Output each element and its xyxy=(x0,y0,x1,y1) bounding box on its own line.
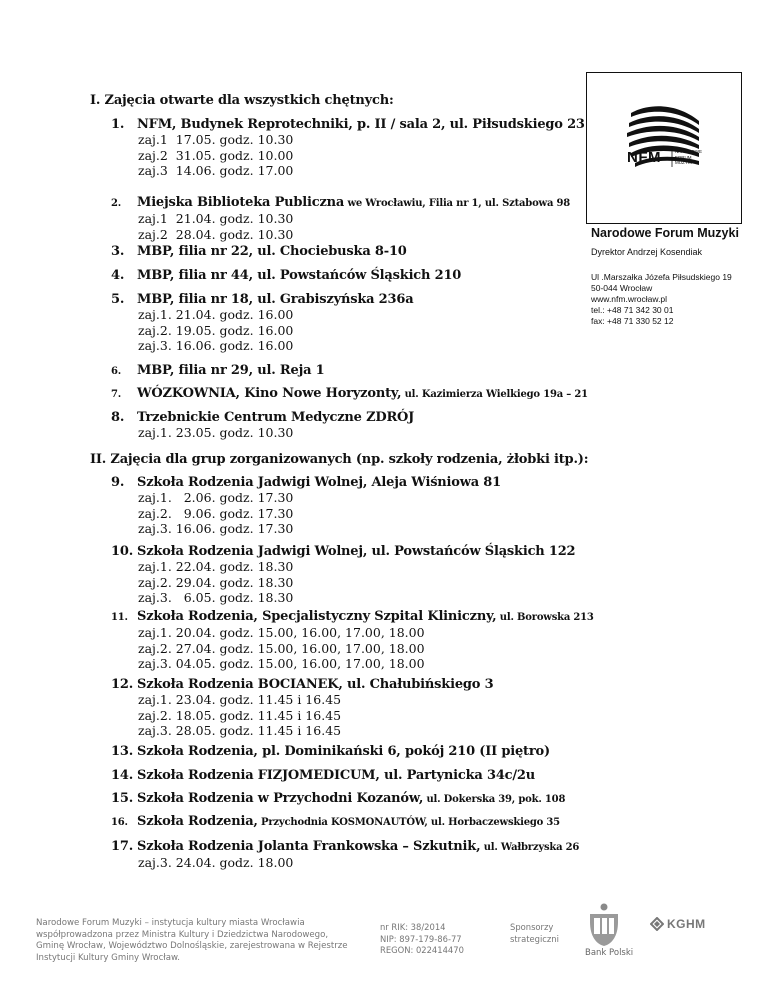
footer-line: Gminę Wrocław, Województwo Dolnośląskie, zarejestrowana w Rejestrze xyxy=(36,941,348,952)
section-title: II. Zajęcia dla grup zorganizowanych (np. szkoły rodzenia, żłobki itp.): xyxy=(90,452,589,467)
item-number: 6. xyxy=(111,366,122,377)
item-address: ul. Wałbrzyska 26 xyxy=(480,842,580,853)
session-line: zaj.3 14.06. godz. 17.00 xyxy=(138,163,294,178)
logo-sub-line: NARODOWE xyxy=(675,149,702,154)
session-line: zaj.1 17.05. godz. 10.30 xyxy=(138,132,294,147)
session-line: zaj.2. 19.05. godz. 16.00 xyxy=(138,322,294,338)
item-number: 10. xyxy=(111,544,134,559)
item-number: 15. xyxy=(111,791,134,806)
item-location: Szkoła Rodzenia w Przychodni Kozanów, xyxy=(137,791,424,806)
fax-line: fax: +48 71 330 52 12 xyxy=(591,316,674,326)
pko-logo-icon xyxy=(584,902,624,948)
item-location: Szkoła Rodzenia Jadwigi Wolnej, ul. Powstańców Śląskich 122 xyxy=(137,544,576,559)
item-number: 13. xyxy=(111,744,134,759)
footer-line: Instytucji Kultury Gminy Wrocław. xyxy=(36,952,180,963)
item-location: MBP, filia nr 29, ul. Reja 1 xyxy=(137,363,325,378)
logo-sub-line: FORUM xyxy=(675,154,692,160)
kghm-logo xyxy=(650,917,706,931)
item-location: MBP, filia nr 18, ul. Grabiszyńska 236a xyxy=(137,292,414,307)
item-number: 9. xyxy=(111,475,125,490)
sponsor-label-line: Sponsorzy xyxy=(510,922,554,932)
pko-label: Bank Polski xyxy=(585,948,634,958)
section-title: I. Zajęcia otwarte dla wszystkich chętnych: xyxy=(90,93,394,108)
footer-line: Narodowe Forum Muzyki – instytucja kultury miasta Wrocławia xyxy=(36,918,305,928)
logo-sub-line: MUZYKI xyxy=(675,160,693,165)
item-number: 11. xyxy=(111,612,128,623)
website-link[interactable]: www.nfm.wrocław.pl xyxy=(591,294,668,304)
session-line: zaj.2. 18.05. godz. 11.45 i 16.45 xyxy=(138,707,342,723)
session-line: zaj.2. 9.06. godz. 17.30 xyxy=(138,505,294,521)
item-location: WÓZKOWNIA, Kino Nowe Horyzonty, xyxy=(137,386,402,401)
address-line: Ul .Marszałka Józefa Piłsudskiego 19 xyxy=(591,272,732,282)
session-line: zaj.2. 29.04. godz. 18.30 xyxy=(138,574,294,590)
session-line: zaj.1. 23.05. godz. 10.30 xyxy=(138,425,294,440)
kghm-logo-icon xyxy=(650,917,664,931)
session-line: zaj.3. 24.04. godz. 18.00 xyxy=(138,855,294,870)
item-location: MBP, filia nr 22, ul. Chociebuska 8-10 xyxy=(137,244,407,259)
item-location: Szkoła Rodzenia Jadwigi Wolnej, Aleja Wiśniowa 81 xyxy=(137,475,502,490)
phone-line: tel.: +48 71 342 30 01 xyxy=(591,305,674,315)
item-address: we Wrocławiu, Filia nr 1, ul. Sztabowa 98 xyxy=(344,198,571,209)
footer-description xyxy=(36,918,366,964)
registry-line: nr RIK: 38/2014 xyxy=(380,922,446,932)
session-line: zaj.3. 04.05. godz. 15.00, 16.00, 17.00, 18.00 xyxy=(138,656,425,671)
item-location: Szkoła Rodzenia, pl. Dominikański 6, pokój 210 (II piętro) xyxy=(137,744,550,759)
session-line: zaj.3. 6.05. godz. 18.30 xyxy=(138,590,294,605)
footer-registry xyxy=(380,922,464,957)
session-line: zaj.1. 22.04. godz. 18.30 xyxy=(138,559,294,574)
item-location: MBP, filia nr 44, ul. Powstańców Śląskich 210 xyxy=(137,268,462,283)
sponsor-label-line: strategiczni xyxy=(510,933,559,944)
item-location: Szkoła Rodzenia BOCIANEK, ul. Chałubińskiego 3 xyxy=(137,677,494,692)
item-number: 7. xyxy=(111,389,122,400)
item-number: 14. xyxy=(111,768,134,783)
item-address: ul. Dokerska 39, pok. 108 xyxy=(423,794,566,805)
item-location: Miejska Biblioteka Publiczna xyxy=(137,195,345,210)
session-line: zaj.1. 20.04. godz. 15.00, 16.00, 17.00, 18.00 xyxy=(138,625,425,640)
item-location: Trzebnickie Centrum Medyczne ZDRÓJ xyxy=(137,410,415,425)
item-location: Szkoła Rodzenia FIZJOMEDICUM, ul. Partynicka 34c/2u xyxy=(137,768,536,783)
footer-sponsors-label xyxy=(510,922,559,945)
item-number: 12. xyxy=(111,677,134,692)
item-number: 2. xyxy=(111,198,122,209)
session-line: zaj.3. 16.06. godz. 17.30 xyxy=(138,521,294,536)
institution-name: Narodowe Forum Muzyki xyxy=(591,226,739,240)
item-location: Szkoła Rodzenia Jolanta Frankowska – Szkutnik, xyxy=(137,839,481,854)
session-line: zaj.3. 28.05. godz. 11.45 i 16.45 xyxy=(138,723,342,738)
item-location: NFM, Budynek Reprotechniki, p. II / sala 2, ul. Piłsudskiego 23 xyxy=(137,117,585,132)
institution-director: Dyrektor Andrzej Kosendiak xyxy=(591,247,703,257)
item-number: 16. xyxy=(111,817,128,828)
session-line: zaj.2. 27.04. godz. 15.00, 16.00, 17.00, 18.00 xyxy=(138,640,425,656)
footer-line: współprowadzona przez Ministra Kultury i Dziedzictwa Narodowego, xyxy=(36,929,329,940)
item-number: 5. xyxy=(111,292,125,307)
item-address: ul. Borowska 213 xyxy=(496,612,594,623)
logo-text: NFM xyxy=(627,149,661,166)
item-location: Szkoła Rodzenia, Specjalistyczny Szpital Kliniczny, xyxy=(137,609,497,624)
address-line: 50-044 Wrocław xyxy=(591,283,653,293)
registry-line: NIP: 897-179-86-77 xyxy=(380,933,462,944)
item-address: Przychodnia KOSMONAUTÓW, ul. Horbaczewskiego 35 xyxy=(257,817,560,828)
item-location: Szkoła Rodzenia, xyxy=(137,814,258,829)
session-line: zaj.1. 2.06. godz. 17.30 xyxy=(138,490,294,505)
item-number: 4. xyxy=(111,268,125,283)
item-address: ul. Kazimierza Wielkiego 19a – 21 xyxy=(401,389,588,400)
kghm-text: KGHM xyxy=(667,917,706,931)
item-number: 8. xyxy=(111,410,125,425)
item-number: 17. xyxy=(111,839,134,854)
session-line: zaj.2 28.04. godz. 10.30 xyxy=(138,226,294,242)
session-line: zaj.1. 21.04. godz. 16.00 xyxy=(138,307,294,322)
session-line: zaj.2 31.05. godz. 10.00 xyxy=(138,147,294,163)
item-number: 1. xyxy=(111,117,125,132)
session-line: zaj.1 21.04. godz. 10.30 xyxy=(138,211,294,226)
item-number: 3. xyxy=(111,244,125,259)
session-line: zaj.1. 23.04. godz. 11.45 i 16.45 xyxy=(138,692,342,707)
session-line: zaj.3. 16.06. godz. 16.00 xyxy=(138,338,294,353)
registry-line: REGON: 022414470 xyxy=(380,945,464,956)
